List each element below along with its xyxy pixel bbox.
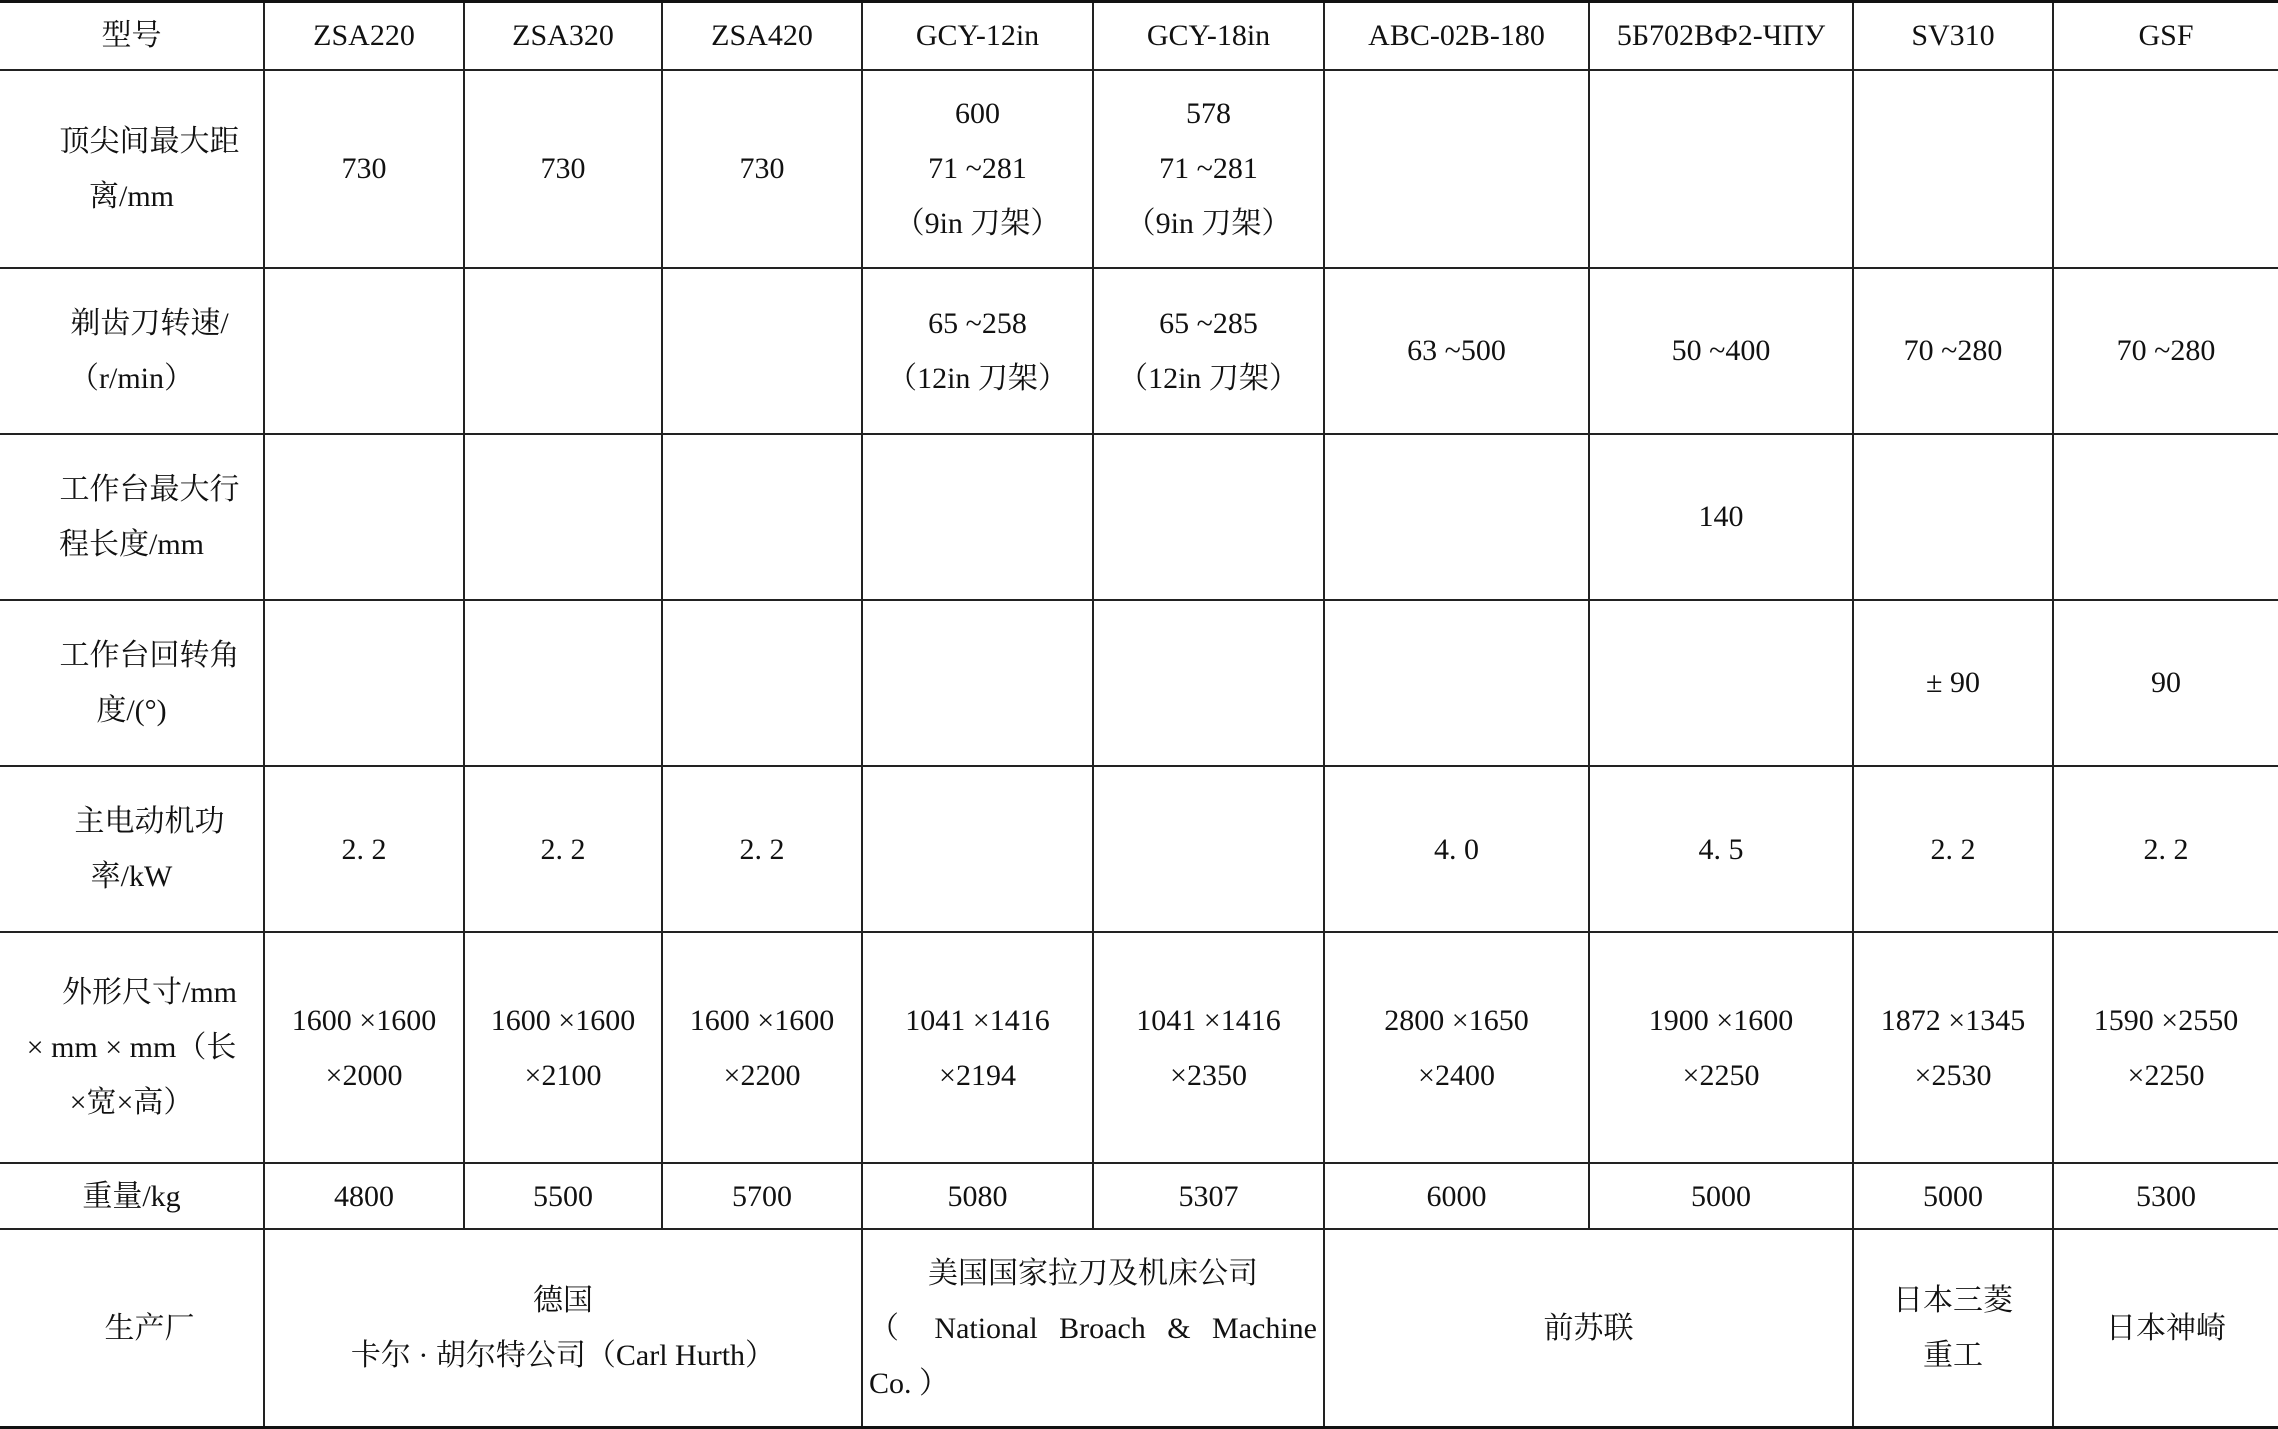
value-cell	[862, 434, 1093, 600]
value-cell	[1853, 600, 2053, 766]
value-cell	[264, 434, 464, 600]
value-cell	[1589, 600, 1853, 766]
manufacturer-line: 德国	[533, 1284, 593, 1318]
value-cell	[1324, 434, 1589, 600]
cell-value: ×2530	[1914, 1058, 1992, 1092]
row-label-line: 工作台回转角	[59, 638, 240, 672]
cell-value: （9in 刀架）	[1125, 207, 1292, 241]
value-cell	[2053, 600, 2278, 766]
value-cell	[662, 932, 862, 1163]
manufacturer-line: （ National Broach & Machine	[869, 1311, 1317, 1345]
manufacturer-line: 卡尔 · 胡尔特公司（Carl Hurth）	[350, 1339, 776, 1373]
value-cell	[1589, 766, 1853, 932]
cell-value: 65 ~285	[1159, 306, 1258, 340]
row-label	[0, 434, 264, 600]
cell-value: 65 ~258	[928, 306, 1027, 340]
cell-value: 63 ~500	[1407, 334, 1506, 368]
cell-value: ×2250	[1682, 1058, 1760, 1092]
cell-value: 70 ~280	[2116, 334, 2216, 368]
row-label-line: 外形尺寸/mm	[61, 976, 237, 1010]
row-label-line: 工作台最大行	[59, 472, 240, 506]
value-cell	[662, 1163, 862, 1229]
cell-value: 5307	[1178, 1179, 1239, 1213]
cell-value: （9in 刀架）	[894, 207, 1061, 241]
row-table-travel	[0, 434, 2278, 600]
cell-value: 578	[1186, 97, 1231, 131]
cell-value: ×2200	[723, 1058, 801, 1092]
value-cell	[1589, 268, 1853, 434]
row-label	[0, 1229, 264, 1427]
cell-value: 2. 2	[1930, 832, 1976, 866]
manufacturer-line: 日本三菱	[1893, 1284, 2013, 1318]
manufacturer-ussr	[1324, 1229, 1853, 1427]
value-cell	[1324, 766, 1589, 932]
value-cell	[464, 268, 662, 434]
value-cell	[862, 268, 1093, 434]
value-cell	[862, 600, 1093, 766]
value-cell	[464, 932, 662, 1163]
cell-value: （12in 刀架）	[1118, 361, 1299, 395]
value-cell	[862, 932, 1093, 1163]
value-cell	[264, 932, 464, 1163]
row-label-line: ×宽×高）	[69, 1086, 194, 1120]
manufacturer-line: 美国国家拉刀及机床公司	[928, 1256, 1258, 1290]
cell-value: 2. 2	[341, 832, 387, 866]
manufacturer-line: 前苏联	[1543, 1311, 1634, 1345]
value-cell	[464, 600, 662, 766]
value-cell	[464, 1163, 662, 1229]
row-label	[0, 932, 264, 1163]
value-cell	[662, 268, 862, 434]
row-center-distance	[0, 70, 2278, 268]
row-label	[0, 70, 264, 268]
cell-value: ×2000	[325, 1058, 403, 1092]
cell-value: ×2194	[939, 1058, 1016, 1092]
row-label	[0, 268, 264, 434]
value-cell	[1324, 1163, 1589, 1229]
row-label-line: 生产厂	[104, 1311, 195, 1345]
value-cell	[464, 70, 662, 268]
value-cell	[1093, 932, 1324, 1163]
cell-value: ×2400	[1418, 1058, 1495, 1092]
cell-value: （12in 刀架）	[887, 361, 1068, 395]
value-cell	[1589, 932, 1853, 1163]
cell-value: 600	[955, 97, 1000, 131]
row-label-line: 率/kW	[90, 860, 173, 894]
row-label	[0, 1163, 264, 1229]
value-cell	[1324, 70, 1589, 268]
cell-value: 1041 ×1416	[905, 1003, 1050, 1037]
header-model: ABC-02B-180	[1324, 2, 1589, 70]
value-cell	[1093, 268, 1324, 434]
value-cell	[2053, 766, 2278, 932]
value-cell	[1324, 600, 1589, 766]
value-cell	[662, 600, 862, 766]
value-cell	[1093, 434, 1324, 600]
cell-value: ± 90	[1926, 666, 1980, 700]
row-label	[0, 766, 264, 932]
cell-value: 1600 ×1600	[689, 1003, 835, 1037]
row-label-line: 离/mm	[88, 179, 174, 213]
manufacturer-line: 重工	[1923, 1339, 1983, 1373]
header-model: ZSA320	[464, 2, 662, 70]
cell-value: 4800	[334, 1179, 394, 1213]
row-label	[0, 600, 264, 766]
header-model: GCY-12in	[862, 2, 1093, 70]
value-cell	[1093, 1163, 1324, 1229]
cell-value: 4. 5	[1698, 832, 1744, 866]
manufacturer-mitsubishi	[1853, 1229, 2053, 1427]
manufacturer-line: 日本神崎	[2106, 1311, 2226, 1345]
cell-value: 5080	[947, 1179, 1008, 1213]
cell-value: 1872 ×1345	[1880, 1003, 2026, 1037]
value-cell	[2053, 1163, 2278, 1229]
value-cell	[662, 70, 862, 268]
value-cell	[264, 600, 464, 766]
cell-value: ×2250	[2127, 1058, 2205, 1092]
value-cell	[1853, 932, 2053, 1163]
cell-value: 730	[739, 152, 785, 186]
value-cell	[2053, 434, 2278, 600]
cell-value: 1590 ×2550	[2093, 1003, 2239, 1037]
row-label-line: 度/(°)	[96, 693, 167, 727]
cell-value: 71 ~281	[1159, 152, 1258, 186]
value-cell	[264, 268, 464, 434]
row-weight	[0, 1163, 2278, 1229]
value-cell	[1589, 434, 1853, 600]
header-model: 5Б702ВФ2-ЧПУ	[1589, 2, 1853, 70]
value-cell	[264, 766, 464, 932]
cell-value: ×2100	[524, 1058, 602, 1092]
cell-value: ×2350	[1170, 1058, 1247, 1092]
manufacturer-usa	[862, 1229, 1324, 1427]
row-label-line: 主电动机功	[74, 805, 225, 839]
row-manufacturer	[0, 1229, 2278, 1427]
row-label-line: 程长度/mm	[58, 527, 204, 561]
manufacturer-line: Co. ）	[869, 1366, 950, 1400]
header-model: GCY-18in	[1093, 2, 1324, 70]
row-label-line: （r/min）	[69, 361, 194, 395]
cell-value: 5000	[1691, 1179, 1751, 1213]
value-cell	[1589, 70, 1853, 268]
value-cell	[662, 434, 862, 600]
row-label-line: 顶尖间最大距	[59, 124, 240, 158]
cell-value: 1041 ×1416	[1136, 1003, 1281, 1037]
value-cell	[1853, 434, 2053, 600]
value-cell	[662, 766, 862, 932]
value-cell	[2053, 268, 2278, 434]
row-cutter-speed	[0, 268, 2278, 434]
value-cell	[1853, 1163, 2053, 1229]
value-cell	[1589, 1163, 1853, 1229]
value-cell	[1853, 268, 2053, 434]
value-cell	[1093, 600, 1324, 766]
row-label-line: × mm × mm（长	[26, 1031, 237, 1065]
row-dimensions	[0, 932, 2278, 1163]
cell-value: 2. 2	[2143, 832, 2189, 866]
header-model-label: 型号	[0, 2, 264, 70]
cell-value: 71 ~281	[928, 152, 1027, 186]
value-cell	[2053, 932, 2278, 1163]
cell-value: 50 ~400	[1671, 334, 1771, 368]
header-model: ZSA420	[662, 2, 862, 70]
cell-value: 2. 2	[540, 832, 586, 866]
value-cell	[264, 70, 464, 268]
value-cell	[862, 70, 1093, 268]
manufacturer-kobelco	[2053, 1229, 2278, 1427]
cell-value: 4. 0	[1434, 832, 1479, 866]
cell-value: 1600 ×1600	[490, 1003, 636, 1037]
cell-value: 5700	[732, 1179, 792, 1213]
value-cell	[1324, 268, 1589, 434]
cell-value: 1600 ×1600	[291, 1003, 437, 1037]
value-cell	[464, 434, 662, 600]
row-table-swivel	[0, 600, 2278, 766]
cell-value: 2. 2	[739, 832, 785, 866]
cell-value: 730	[341, 152, 387, 186]
row-label-line: 重量/kg	[82, 1179, 181, 1213]
header-model: GSF	[2053, 2, 2278, 70]
value-cell	[1324, 932, 1589, 1163]
cell-value: 140	[1698, 500, 1744, 534]
cell-value: 1900 ×1600	[1648, 1003, 1794, 1037]
value-cell	[2053, 70, 2278, 268]
header-model: SV310	[1853, 2, 2053, 70]
cell-value: 5500	[533, 1179, 593, 1213]
cell-value: 730	[540, 152, 586, 186]
header-model: ZSA220	[264, 2, 464, 70]
cell-value: 6000	[1426, 1179, 1487, 1213]
value-cell	[1853, 70, 2053, 268]
value-cell	[1093, 766, 1324, 932]
row-motor-power	[0, 766, 2278, 932]
cell-value: 5000	[1923, 1179, 1983, 1213]
value-cell	[862, 1163, 1093, 1229]
cell-value: 70 ~280	[1903, 334, 2003, 368]
value-cell	[264, 1163, 464, 1229]
header-row	[0, 2, 2278, 70]
manufacturer-germany	[264, 1229, 862, 1427]
value-cell	[1853, 766, 2053, 932]
cell-value: 2800 ×1650	[1384, 1003, 1529, 1037]
row-label-line: 剃齿刀转速/	[70, 306, 229, 340]
cell-value: 90	[2151, 666, 2181, 700]
value-cell	[862, 766, 1093, 932]
cell-value: 5300	[2136, 1179, 2196, 1213]
value-cell	[1093, 70, 1324, 268]
value-cell	[464, 766, 662, 932]
